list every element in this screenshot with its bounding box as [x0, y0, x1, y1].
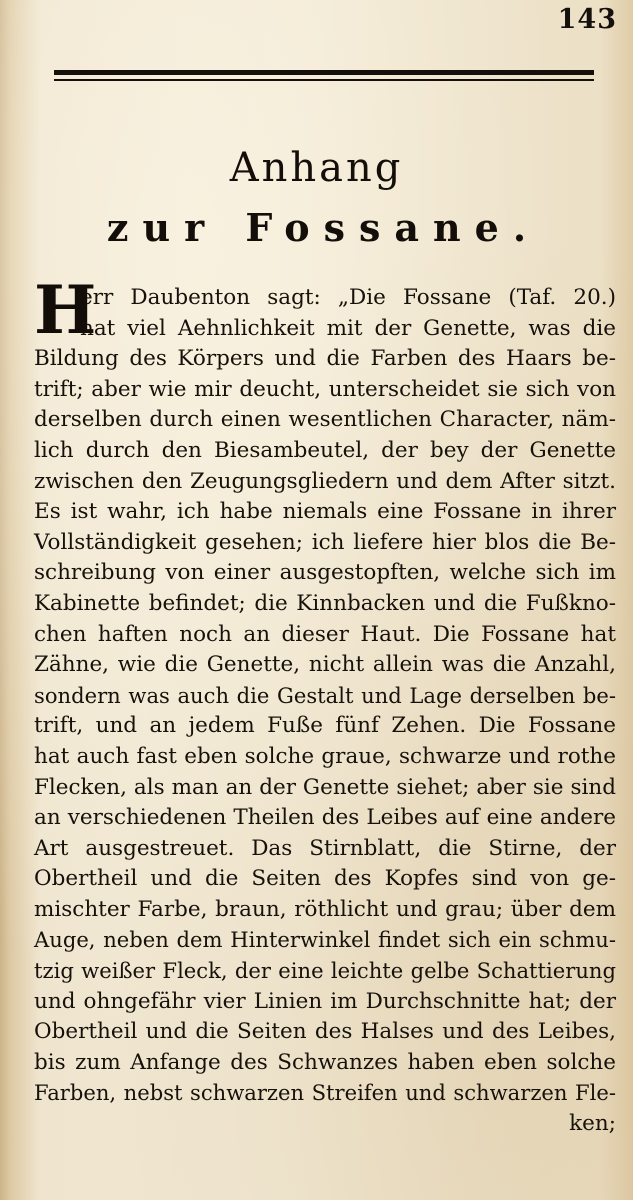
text-line: an verschiedenen Theilen des Leibes auf eine andere	[34, 805, 616, 831]
header-rule-thick	[54, 70, 594, 75]
drop-cap: H	[34, 271, 97, 349]
text-line: Vollständigkeit gesehen; ich liefere hier blos die Be-	[34, 529, 616, 555]
text-line: Kabinette befindet; die Kinnbacken und die Fußkno-	[34, 590, 616, 616]
text-line: chen haften noch an dieser Haut. Die Fossane hat	[34, 621, 616, 647]
header-rule-thin	[54, 79, 594, 81]
heading-line-2: zur Fossane.	[106, 205, 541, 250]
text-line: derselben durch einen wesentlichen Character, näm-	[34, 407, 616, 433]
text-line: zwischen den Zeugungsgliedern und dem After sitzt.	[34, 468, 616, 494]
text-line: bis zum Anfange des Schwanzes haben eben solche	[34, 1049, 616, 1075]
text-line: sondern was auch die Gestalt und Lage derselben be-	[34, 682, 616, 708]
text-line: err Daubenton sagt: „Die Fossane (Taf. 20.)	[80, 285, 616, 310]
text-line: Flecken, als man an der Genette siehet; aber sie sind	[34, 774, 616, 800]
text-line: Bildung des Körpers und die Farben des Haars be-	[34, 346, 616, 372]
text-line: Farben, nebst schwarzen Streifen und schwarzen Fle-	[34, 1080, 616, 1106]
text-line: tzig weißer Fleck, der eine leichte gelbe Schattierung	[34, 958, 616, 984]
heading-line-1: Anhang	[229, 145, 404, 191]
text-line: trift; aber wie mir deucht, unterscheidet sie sich von	[34, 376, 616, 402]
body-text	[34, 271, 616, 1140]
text-line: Auge, neben dem Hinterwinkel findet sich ein schmu-	[34, 927, 616, 953]
catchword: ken;	[569, 1111, 616, 1137]
page-number: 143	[557, 4, 617, 35]
text-line: Obertheil und die Seiten des Kopfes sind von ge-	[34, 866, 616, 892]
text-line: lich durch den Biesambeutel, der bey der Genette	[34, 437, 616, 463]
text-line: hat auch fast eben solche graue, schwarze und rothe	[34, 743, 616, 769]
text-line: trift, und an jedem Fuße fünf Zehen. Die Fossane	[34, 713, 616, 739]
text-line: Es ist wahr, ich habe niemals eine Fossane in ihrer	[34, 499, 616, 525]
text-line: hat viel Aehnlichkeit mit der Genette, was die	[80, 315, 616, 341]
text-line: Obertheil und die Seiten des Halses und des Leibes,	[34, 1019, 616, 1045]
text-line: schreibung von einer ausgestopften, welche sich im	[34, 560, 616, 586]
text-line: und ohngefähr vier Linien im Durchschnitte hat; der	[34, 988, 616, 1014]
text-line: Art ausgestreuet. Das Stirnblatt, die Stirne, der	[34, 835, 616, 861]
text-line: mischter Farbe, braun, röthlicht und grau; über dem	[34, 896, 616, 922]
text-line: Zähne, wie die Genette, nicht allein was die Anzahl,	[34, 652, 616, 678]
